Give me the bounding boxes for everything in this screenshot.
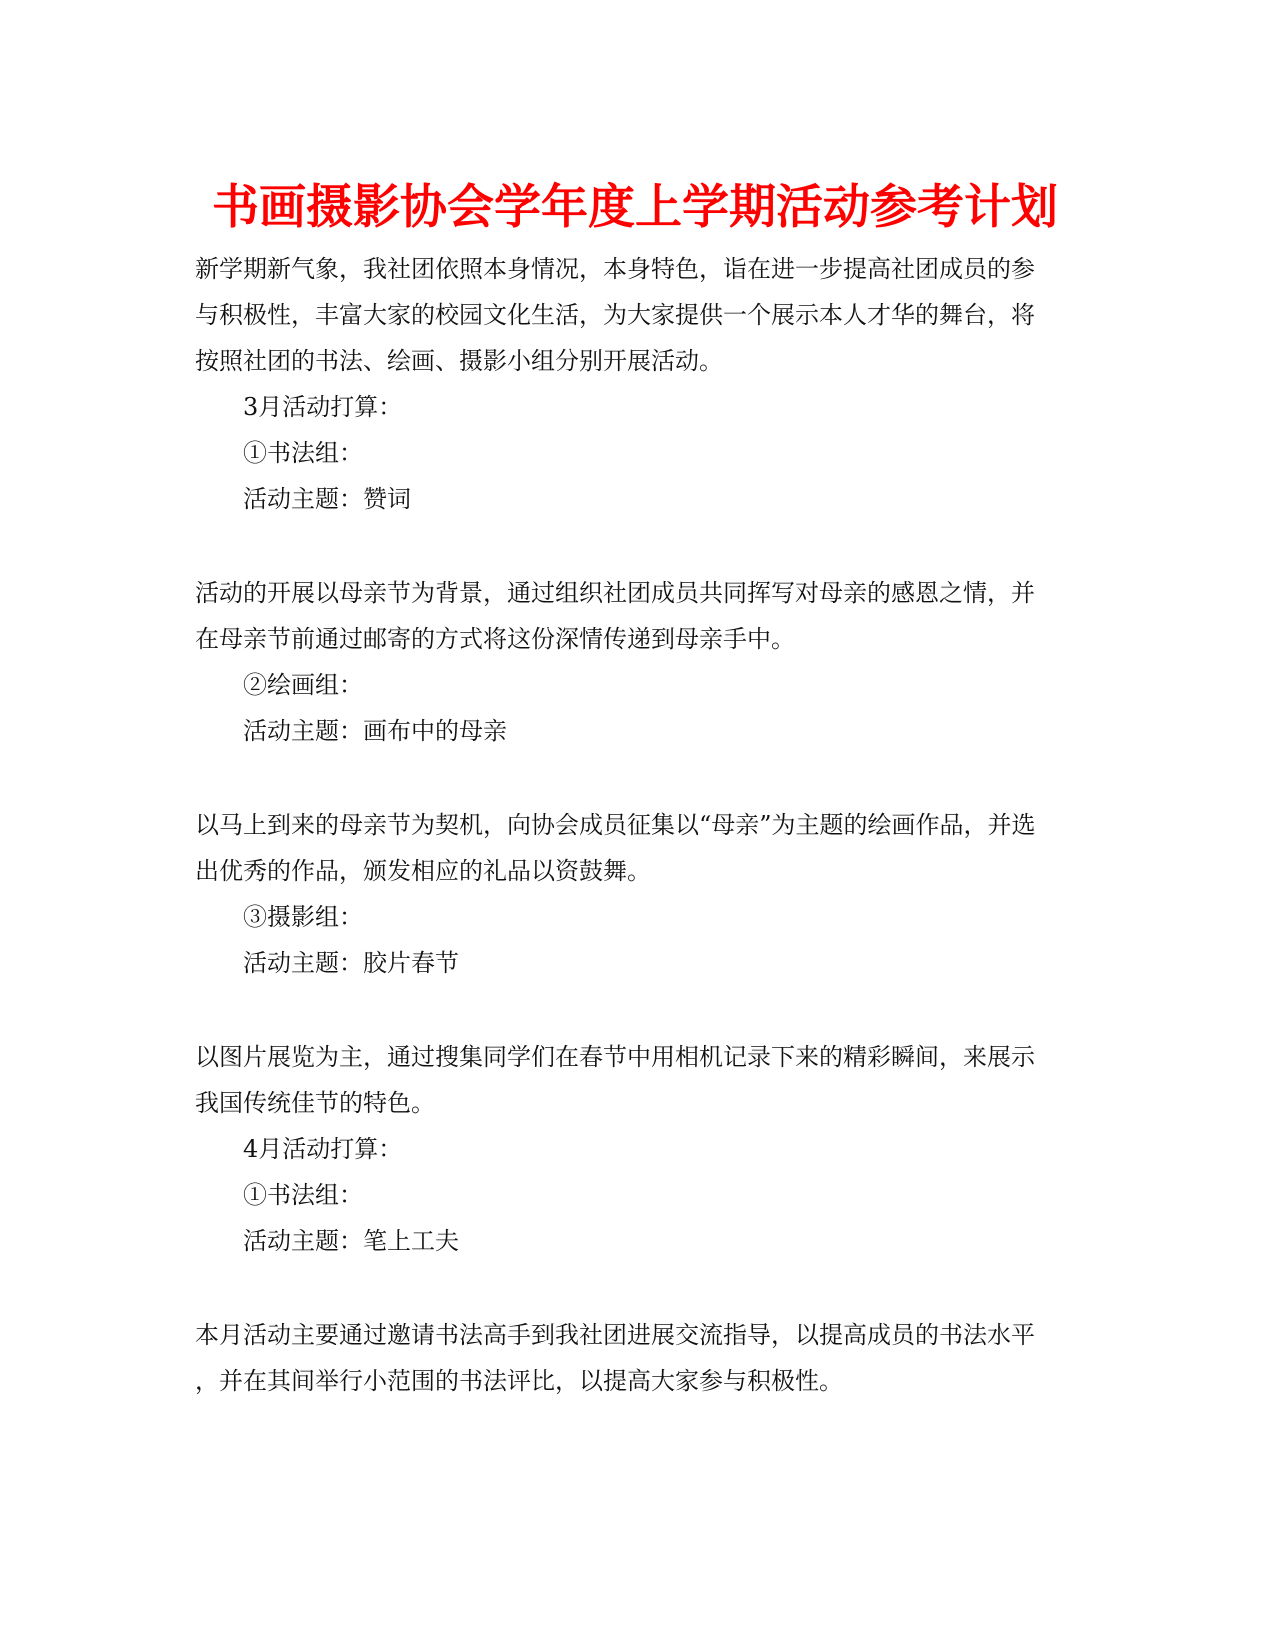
section-heading-april: 4月活动打算： [243,1135,403,1163]
group-heading-photography: ③摄影组： [243,903,363,931]
paragraph-line: ，并在其间举行小范围的书法评比，以提高大家参与积极性。 [195,1367,843,1395]
paragraph-line: 与积极性，丰富大家的校园文化生活，为大家提供一个展示本人才华的舞台，将 [195,301,1035,329]
paragraph-line: 出优秀的作品，颁发相应的礼品以资鼓舞。 [195,857,651,885]
paragraph-line: 新学期新气象，我社团依照本身情况，本身特色，诣在进一步提高社团成员的参 [195,255,1035,283]
section-heading-march: 3月活动打算： [243,393,403,421]
document-title: 书画摄影协会学年度上学期活动参考计划 [212,180,1058,235]
group-heading-calligraphy: ①书法组： [243,439,363,467]
paragraph-line: 按照社团的书法、绘画、摄影小组分别开展活动。 [195,347,723,375]
group-heading-calligraphy: ①书法组： [243,1181,363,1209]
paragraph-line: 我国传统佳节的特色。 [195,1089,435,1117]
paragraph-line: 以马上到来的母亲节为契机，向协会成员征集以“母亲”为主题的绘画作品，并选 [195,811,1036,839]
activity-theme: 活动主题：笔上工夫 [243,1227,459,1255]
paragraph-line: 以图片展览为主，通过搜集同学们在春节中用相机记录下来的精彩瞬间，来展示 [195,1043,1035,1071]
activity-theme: 活动主题：赞词 [243,485,411,513]
paragraph-line: 在母亲节前通过邮寄的方式将这份深情传递到母亲手中。 [195,625,795,653]
group-heading-painting: ②绘画组： [243,671,363,699]
activity-theme: 活动主题：画布中的母亲 [243,717,507,745]
paragraph-line: 活动的开展以母亲节为背景，通过组织社团成员共同挥写对母亲的感恩之情，并 [195,579,1035,607]
paragraph-line: 本月活动主要通过邀请书法高手到我社团进展交流指导，以提高成员的书法水平 [195,1321,1035,1349]
activity-theme: 活动主题：胶片春节 [243,949,459,977]
